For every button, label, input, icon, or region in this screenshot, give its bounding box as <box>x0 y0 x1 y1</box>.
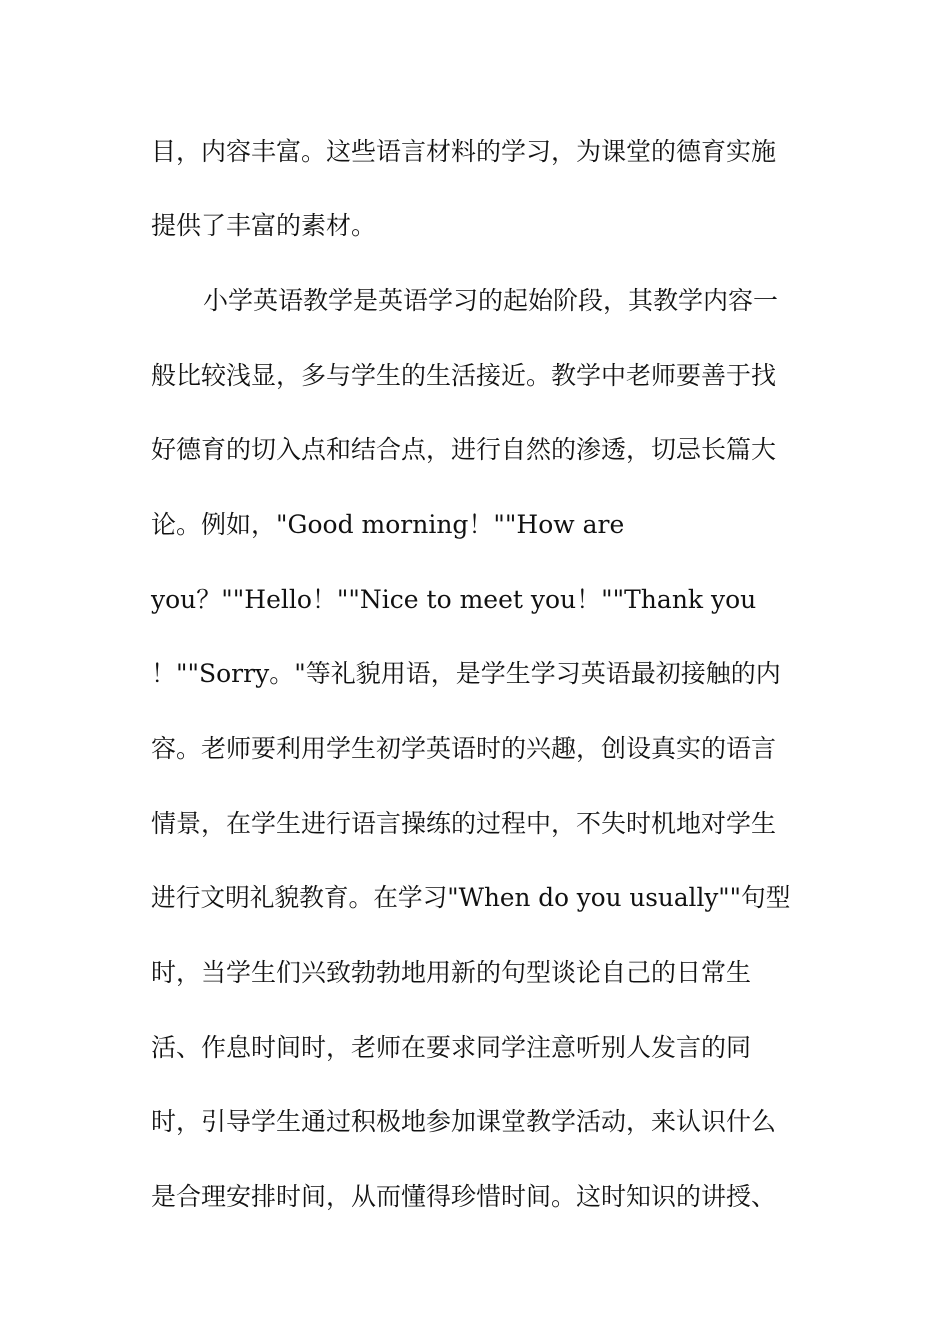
text-line: 是合理安排时间，从而懂得珍惜时间。这时知识的讲授、 <box>151 1182 777 1211</box>
text-line: 时，当学生们兴致勃勃地用新的句型谈论自己的日常生 <box>151 958 752 987</box>
paragraph-start-line: 小学英语教学是英语学习的起始阶段，其教学内容一 <box>203 286 779 315</box>
text-line: 活、作息时间时，老师在要求同学注意听别人发言的同 <box>151 1033 752 1062</box>
text-line: 目，内容丰富。这些语言材料的学习，为课堂的德育实施 <box>151 137 777 166</box>
text-line: ！""Sorry。"等礼貌用语，是学生学习英语最初接触的内 <box>151 659 781 688</box>
text-line: you？""Hello！""Nice to meet you！""Thank you <box>151 585 757 614</box>
text-line: 论。例如，"Good morning！""How are <box>151 510 625 539</box>
text-line: 好德育的切入点和结合点，进行自然的渗透，切忌长篇大 <box>151 435 777 464</box>
text-line: 提供了丰富的素材。 <box>151 211 377 240</box>
text-line: 时，引导学生通过积极地参加课堂教学活动，来认识什么 <box>151 1107 777 1136</box>
text-line: 进行文明礼貌教育。在学习"When do you usually""句型 <box>151 883 791 912</box>
text-line: 般比较浅显，多与学生的生活接近。教学中老师要善于找 <box>151 361 777 390</box>
text-line: 容。老师要利用学生初学英语时的兴趣，创设真实的语言 <box>151 734 777 763</box>
text-line: 情景，在学生进行语言操练的过程中，不失时机地对学生 <box>151 809 777 838</box>
